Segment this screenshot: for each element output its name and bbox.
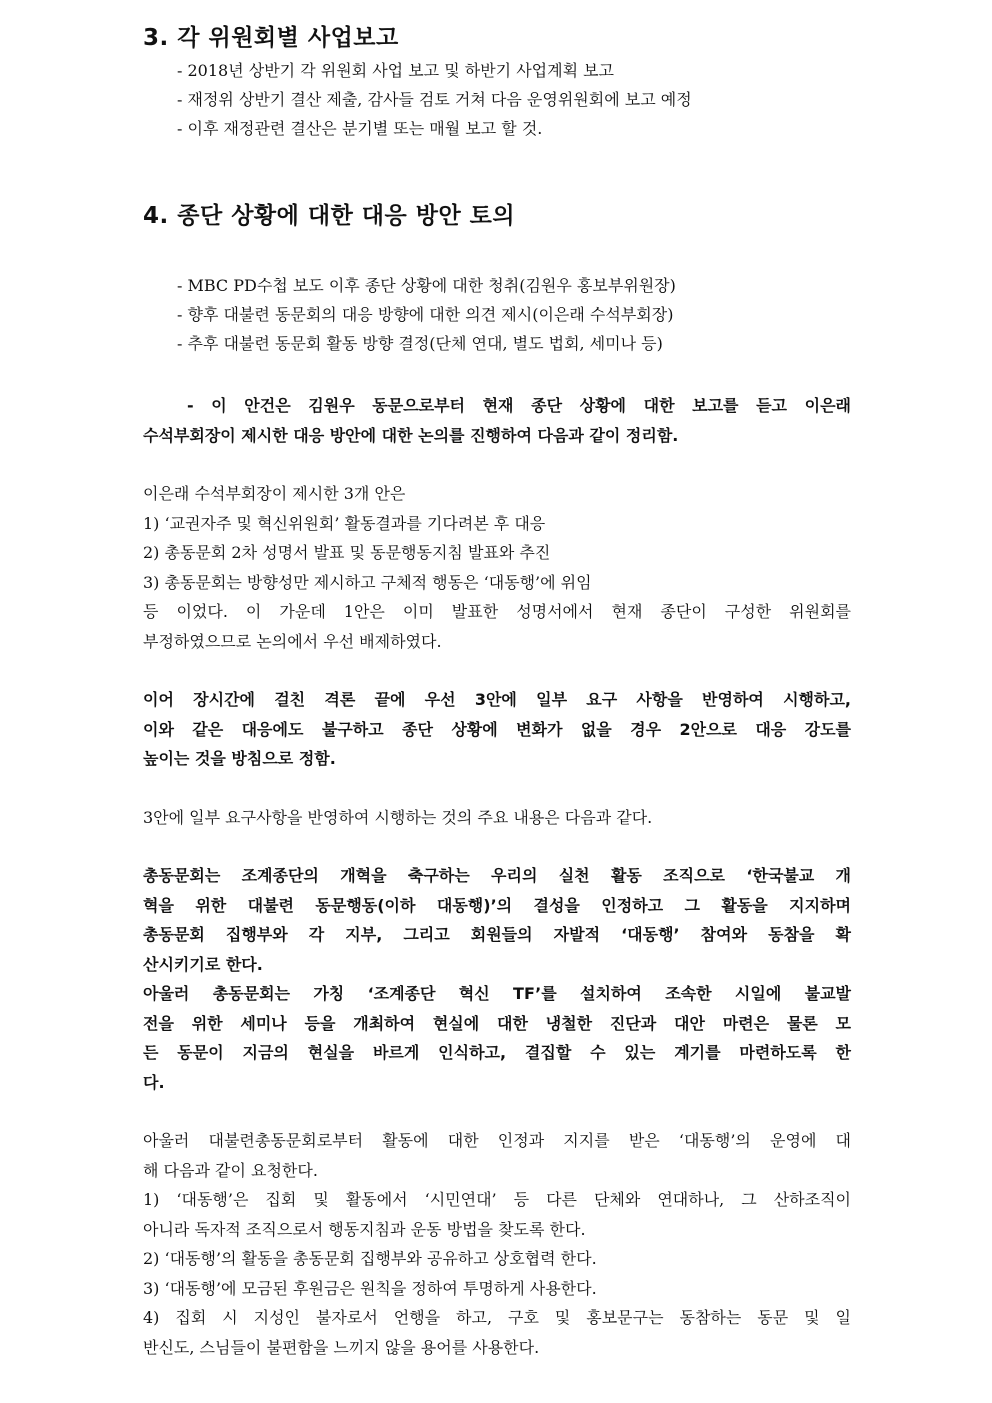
content-paragraph-1 xyxy=(143,861,851,979)
content-paragraph-2 xyxy=(143,979,851,1097)
proposal-item: 3) 총동문회는 방향성만 제시하고 구체적 행동은 ‘대동행’에 위임 xyxy=(143,572,592,592)
proposals-close: 부정하였으므로 논의에서 우선 배제하였다. xyxy=(143,631,442,651)
request-item: 1) ‘대동행’은 집회 및 활동에서 ‘시민연대’ 등 다른 단체와 연대하나, 그 산하조직이 xyxy=(143,1190,851,1209)
decision-line: 이어 장시간에 걸친 격론 끝에 우선 3안에 일부 요구 사항을 반영하여 시행하고, xyxy=(143,690,851,709)
section-3-title: 3. 각 위원회별 사업보고 xyxy=(143,25,399,51)
decision-line: 높이는 것을 방침으로 정함. xyxy=(143,749,336,768)
request-item: 2) ‘대동행’의 활동을 총동문회 집행부와 공유하고 상호협력 한다. xyxy=(143,1249,597,1268)
content-line: 전을 위한 세미나 등을 개최하여 현실에 대한 냉철한 진단과 대안 마련은 물론 모 xyxy=(143,1013,851,1033)
request-paragraph xyxy=(143,1126,851,1362)
proposal-item: 2) 총동문회 2차 성명서 발표 및 동문행동지침 발표와 추진 xyxy=(143,543,551,562)
content-line: 든 동문이 지금의 현실을 바르게 인식하고, 결집할 수 있는 계기를 마련하도록 한 xyxy=(143,1043,851,1062)
request-item: 반신도, 스님들이 불편함을 느끼지 않을 용어를 사용한다. xyxy=(143,1337,540,1357)
content-line: 다. xyxy=(143,1072,165,1092)
summary-line: - 이 안건은 김원우 동문으로부터 현재 종단 상황에 대한 보고를 듣고 이은래 xyxy=(187,396,851,415)
proposals-paragraph xyxy=(143,479,851,656)
document-body xyxy=(143,22,851,1362)
content-intro xyxy=(143,803,851,833)
request-item: 3) ‘대동행’에 모금된 후원금은 원칙을 정하여 투명하게 사용한다. xyxy=(143,1278,597,1298)
request-item: 4) 집회 시 지성인 불자로서 언행을 하고, 구호 및 홍보문구는 동참하는 동문 및 일 xyxy=(143,1308,851,1327)
content-line: 혁을 위한 대불련 동문행동(이하 대동행)’의 결성을 인정하고 그 활동을 지지하며 xyxy=(143,895,851,915)
section-4-item: - 추후 대불련 동문회 활동 방향 결정(단체 연대, 별도 법회, 세미나 등) xyxy=(177,334,663,353)
section-4-title: 4. 종단 상황에 대한 대응 방안 토의 xyxy=(143,203,516,229)
section-4-item: - MBC PD수첩 보도 이후 종단 상황에 대한 청취(김원우 홍보부위원장) xyxy=(177,276,676,295)
proposals-intro: 이은래 수석부회장이 제시한 3개 안은 xyxy=(143,484,406,503)
content-line: 산시키기로 한다. xyxy=(143,954,263,974)
section-4-items xyxy=(143,271,851,358)
summary-line: 수석부회장이 제시한 대응 방안에 대한 논의를 진행하여 다음과 같이 정리함. xyxy=(143,425,679,445)
decision-paragraph xyxy=(143,685,851,774)
section-3-item: - 이후 재정관련 결산은 분기별 또는 매월 보고 할 것. xyxy=(177,119,543,138)
content-line: 총동문회는 조계종단의 개혁을 축구하는 우리의 실천 활동 조직으로 ‘한국불교 개 xyxy=(143,866,851,885)
request-line: 아울러 대불련총동문회로부터 활동에 대한 인정과 지지를 받은 ‘대동행’의 운영에 대 xyxy=(143,1131,851,1150)
decision-line: 이와 같은 대응에도 불구하고 종단 상황에 변화가 없을 경우 2안으로 대응 강도를 xyxy=(143,719,851,739)
request-item: 아니라 독자적 조직으로서 행동지침과 운동 방법을 찾도록 한다. xyxy=(143,1219,586,1239)
section-3-item: - 2018년 상반기 각 위원회 사업 보고 및 하반기 사업계획 보고 xyxy=(177,61,615,80)
content-intro-text: 3안에 일부 요구사항을 반영하여 시행하는 것의 주요 내용은 다음과 같다. xyxy=(143,807,653,827)
content-line: 총동문회 집행부와 각 지부, 그리고 회원들의 자발적 ‘대동행’ 참여와 동참을 확 xyxy=(143,925,851,944)
section-4-item: - 향후 대불련 동문회의 대응 방향에 대한 의견 제시(이은래 수석부회장) xyxy=(177,305,674,324)
section-3-item: - 재정위 상반기 결산 제출, 감사들 검토 거쳐 다음 운영위원회에 보고 예정 xyxy=(177,90,692,109)
request-line: 해 다음과 같이 요청한다. xyxy=(143,1160,318,1180)
proposals-close: 등 이었다. 이 가운데 1안은 이미 발표한 성명서에서 현재 종단이 구성한 위원회를 xyxy=(143,602,851,621)
proposal-item: 1) ‘교권자주 및 혁신위원회’ 활동결과를 기다려본 후 대응 xyxy=(143,513,546,533)
content-line: 아울러 총동문회는 가칭 ‘조계종단 혁신 TF’를 설치하여 조속한 시일에 불교발 xyxy=(143,984,851,1003)
section-3-items xyxy=(143,56,851,143)
summary-paragraph xyxy=(143,391,851,450)
